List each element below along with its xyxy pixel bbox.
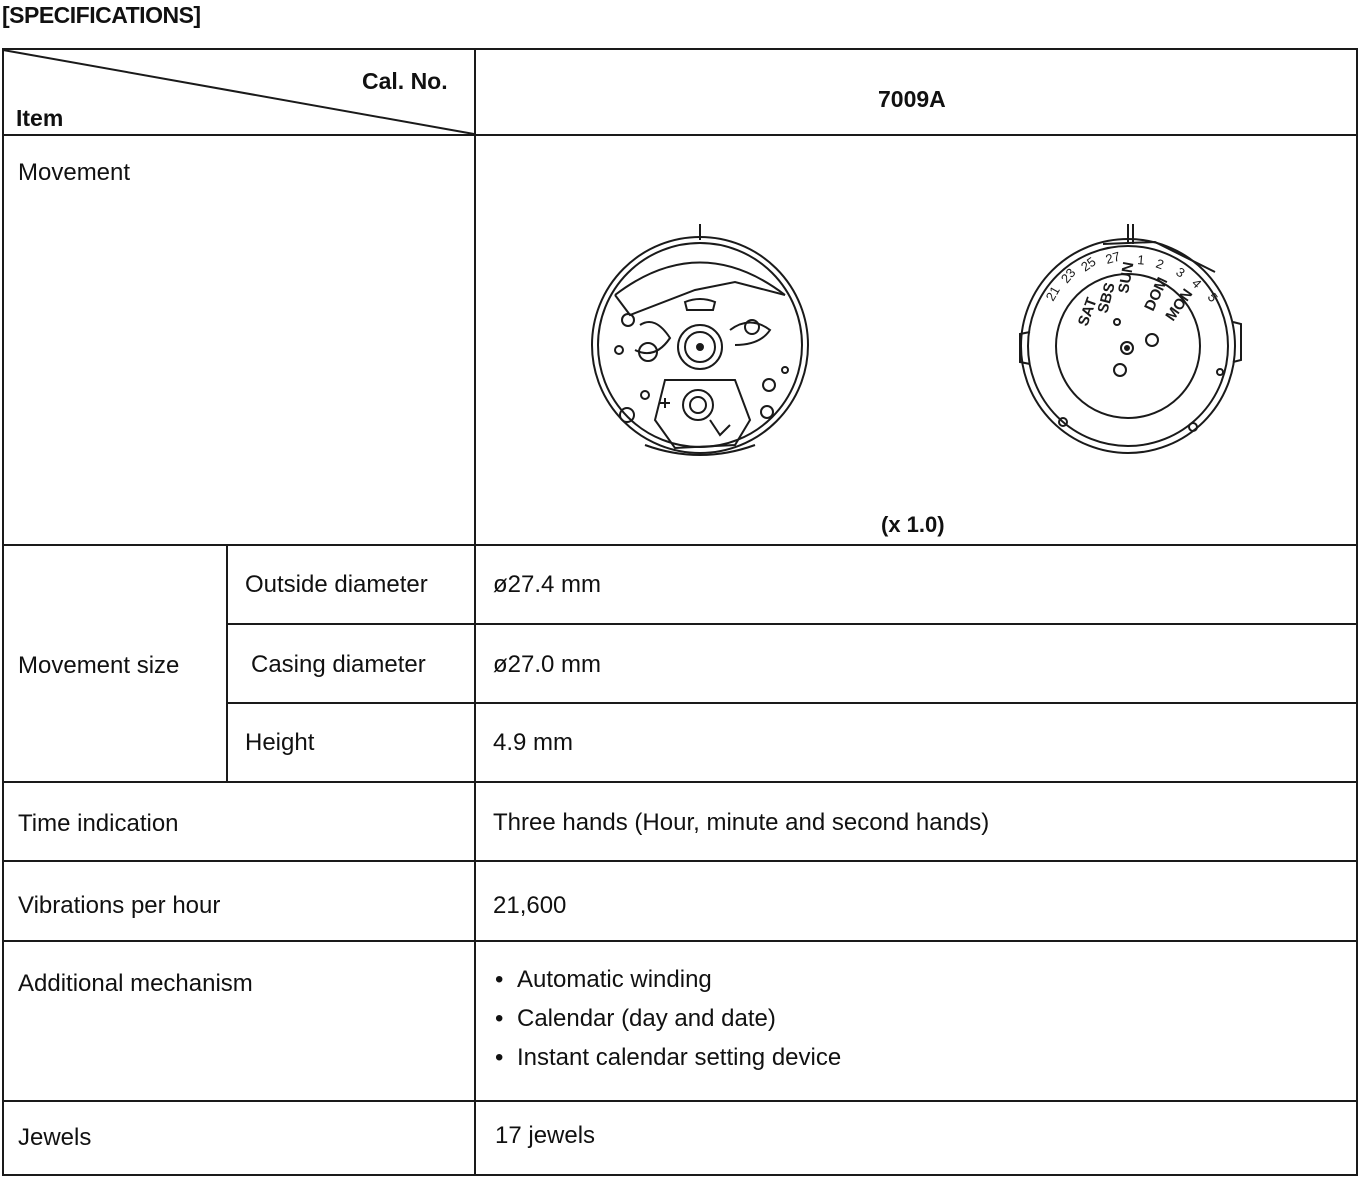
movement-back-illustration	[585, 220, 815, 465]
svg-text:25: 25	[1078, 253, 1099, 275]
list-item: • Calendar (day and date)	[495, 1005, 776, 1032]
svg-text:3: 3	[1173, 264, 1188, 281]
vibrations-value: 21,600	[493, 892, 567, 919]
casing-diameter-label: Casing diameter	[251, 651, 426, 678]
svg-text:21: 21	[1042, 283, 1063, 304]
table-right-border	[1356, 48, 1358, 1176]
svg-text:4: 4	[1188, 275, 1205, 292]
row-divider-vibrations	[2, 940, 1358, 942]
row-divider-size	[2, 781, 1358, 783]
vibrations-label: Vibrations per hour	[18, 892, 221, 919]
time-indication-label: Time indication	[18, 810, 179, 837]
dial-day-label-2: DOM	[1141, 274, 1172, 314]
dial-side-illustration	[1015, 222, 1245, 462]
svg-text:1: 1	[1136, 252, 1146, 268]
outside-diameter-value: ø27.4 mm	[493, 571, 602, 598]
dial-day-label-5: MON	[1162, 285, 1197, 325]
caliber-header-label: Cal. No.	[362, 68, 448, 94]
additional-mechanism-label: Additional mechanism	[18, 970, 253, 997]
row-divider-casing	[226, 702, 1358, 704]
time-indication-value: Three hands (Hour, minute and second hands)	[493, 809, 990, 836]
jewels-label: Jewels	[18, 1124, 92, 1151]
row-divider-additional	[2, 1100, 1358, 1102]
table-left-border	[2, 48, 4, 1176]
row-divider-time	[2, 860, 1358, 862]
svg-text:23: 23	[1057, 265, 1079, 286]
row-divider-outside	[226, 623, 1358, 625]
svg-text:27: 27	[1103, 248, 1122, 267]
page-title: [SPECIFICATIONS]	[2, 2, 201, 28]
dial-day-label-4: SBS	[1094, 280, 1119, 316]
table-bottom-border	[2, 1174, 1358, 1176]
item-header-label: Item	[16, 105, 64, 131]
list-item: • Automatic winding	[495, 966, 712, 993]
column-divider	[474, 48, 476, 1176]
additional-mechanism-list	[495, 966, 841, 1083]
jewels-value: 17 jewels	[495, 1122, 596, 1149]
outside-diameter-label: Outside diameter	[245, 571, 428, 598]
height-label: Height	[245, 729, 315, 756]
movement-label: Movement	[18, 159, 131, 186]
dial-day-label-1: SUN	[1115, 260, 1138, 295]
row-divider-movement	[2, 544, 1358, 546]
list-item: • Instant calendar setting device	[495, 1044, 842, 1071]
scale-label: (x 1.0)	[881, 512, 945, 537]
svg-text:5: 5	[1204, 290, 1221, 305]
casing-diameter-value: ø27.0 mm	[493, 651, 602, 678]
svg-text:2: 2	[1153, 255, 1166, 273]
movement-size-label: Movement size	[18, 652, 180, 679]
subcolumn-divider	[226, 545, 228, 783]
caliber-value: 7009A	[878, 86, 946, 112]
height-value: 4.9 mm	[493, 729, 574, 756]
dial-day-label-3: SAT	[1074, 295, 1101, 329]
